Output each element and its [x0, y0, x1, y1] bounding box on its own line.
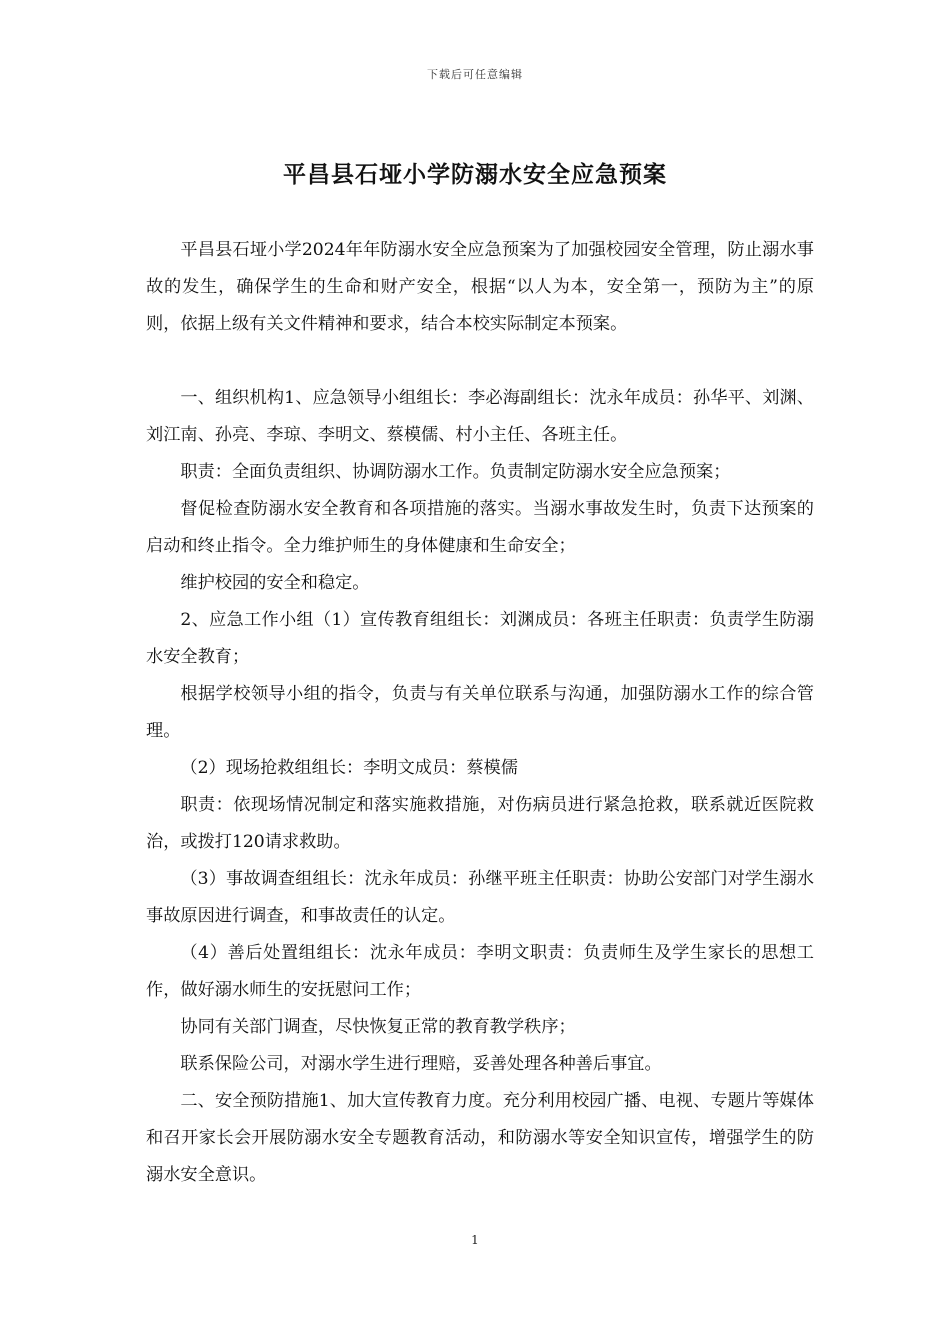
header-note: 下载后可任意编辑 [427, 68, 523, 81]
body-paragraph: 联系保险公司，对溺水学生进行理赔，妥善处理各种善后事宜。 [180, 1054, 662, 1074]
intro-paragraph: 平昌县石垭小学2024年年防溺水安全应急预案为了加强校园安全管理，防止溺水事故的发生，确保学生的生命和财产安全，根据“以人为本，安全第一，预防为主”的原则，依据上级有关文件精神和要求，结合本校实际制定本预案。 [146, 240, 814, 334]
document-body [146, 232, 814, 1194]
body-paragraph: 根据学校领导小组的指令，负责与有关单位联系与沟通，加强防溺水工作的综合管理。 [146, 684, 814, 741]
body-paragraph: 督促检查防溺水安全教育和各项措施的落实。当溺水事故发生时，负责下达预案的启动和终止指令。全力维护师生的身体健康和生命安全； [146, 499, 814, 556]
body-paragraph: （3）事故调查组组长：沈永年成员：孙继平班主任职责：协助公安部门对学生溺水事故原因进行调查，和事故责任的认定。 [146, 869, 814, 926]
body-paragraph: 一、组织机构1、应急领导小组组长：李必海副组长：沈永年成员：孙华平、刘渊、刘江南、孙亮、李琼、李明文、蔡模儒、村小主任、各班主任。 [146, 388, 814, 445]
body-paragraph: 职责：全面负责组织、协调防溺水工作。负责制定防溺水安全应急预案； [180, 462, 731, 482]
body-paragraph: 二、安全预防措施1、加大宣传教育力度。充分利用校园广播、电视、专题片等媒体和召开家长会开展防溺水安全专题教育活动，和防溺水等安全知识宣传，增强学生的防溺水安全意识。 [146, 1091, 814, 1185]
document-title: 平昌县石垭小学防溺水安全应急预案 [283, 161, 667, 188]
body-paragraph: 协同有关部门调查，尽快恢复正常的教育教学秩序； [180, 1017, 576, 1037]
body-paragraph: 维护校园的安全和稳定。 [180, 573, 370, 593]
body-paragraph: （2）现场抢救组组长：李明文成员：蔡模儒 [180, 758, 518, 778]
body-paragraph: （4）善后处置组组长：沈永年成员：李明文职责：负责师生及学生家长的思想工作，做好溺水师生的安抚慰问工作； [146, 943, 814, 1000]
body-paragraph: 职责：依现场情况制定和落实施救措施，对伤病员进行紧急抢救，联系就近医院救治，或拨打120请求救助。 [146, 795, 814, 852]
body-paragraph: 2、应急工作小组（1）宣传教育组组长：刘渊成员：各班主任职责：负责学生防溺水安全教育； [146, 610, 814, 667]
page-number: 1 [471, 1233, 479, 1247]
